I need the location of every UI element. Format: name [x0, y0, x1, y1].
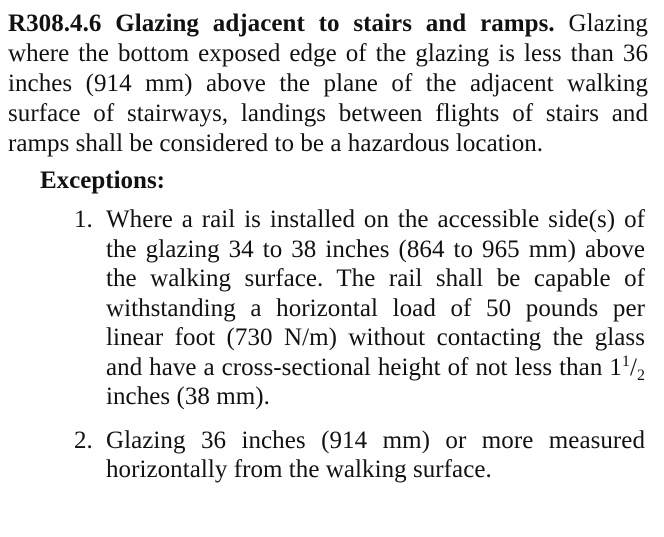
fraction-denominator: 2: [636, 366, 645, 384]
exception-text: Glazing 36 inches (914 mm) or more measured horizontally from the walking surface.: [106, 426, 645, 483]
exception-text: Where a rail is installed on the accessible side(s) of the glazing 34 to 38 inches (864 to 965 mm) above the walking surface. The rail shall be capable of withstanding a horizontal load of 50 pounds per linear foot (730 N/m) without contacting the glass and have a cross-sectional height of not less than: [106, 206, 645, 381]
exception-item-2: [8, 426, 648, 485]
fraction-one-and-one-half: $1^1/_2$: [609, 352, 645, 384]
section-heading: R308.4.6 Glazing adjacent to stairs and ramps.: [8, 10, 555, 37]
exception-text-end: inches (38 mm).: [106, 383, 270, 410]
fraction-numerator: 1: [621, 352, 630, 370]
fraction-whole: 1: [609, 353, 622, 381]
exception-number: 1.: [74, 206, 93, 233]
exception-item-1: [8, 205, 648, 412]
section-r308-4-6: [8, 9, 648, 159]
exception-number: 2.: [74, 426, 93, 454]
section-body: Glazing where the bottom exposed edge of the glazing is less than 36 inches (914 mm) above the plane of the adjacent walking surface of stairways, landings between flights of stairs and ramps shall be considered to be a hazardous location.: [8, 10, 648, 157]
exceptions-list: [8, 205, 648, 485]
exceptions-title: Exceptions:: [40, 167, 165, 194]
